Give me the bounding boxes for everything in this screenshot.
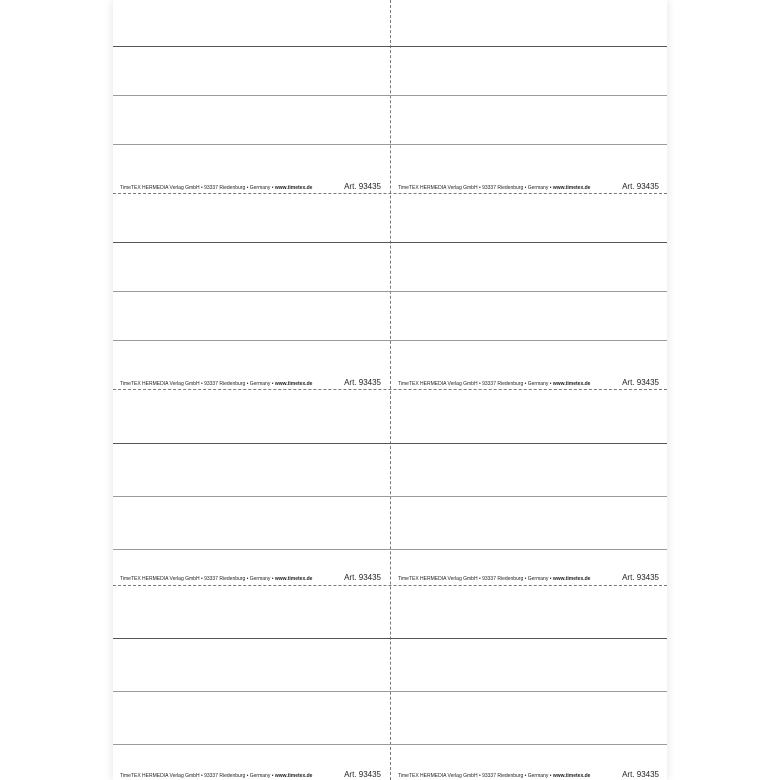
article-number: Art. 93435 <box>344 182 381 191</box>
imprint-website: www.timetex.de <box>552 773 591 779</box>
horizontal-cut-line <box>113 193 667 194</box>
publisher-imprint <box>120 773 312 779</box>
publisher-imprint <box>398 185 590 191</box>
imprint-website: www.timetex.de <box>552 576 591 582</box>
article-number: Art. 93435 <box>622 573 659 582</box>
imprint-text: TimeTEX HERMEDIA Verlag GmbH • 93337 Riedenburg • Germany • <box>398 576 553 582</box>
imprint-text: TimeTEX HERMEDIA Verlag GmbH • 93337 Riedenburg • Germany • <box>120 381 275 387</box>
imprint-text: TimeTEX HERMEDIA Verlag GmbH • 93337 Riedenburg • Germany • <box>398 773 553 779</box>
vertical-cut-line <box>390 0 391 780</box>
writing-line <box>113 242 667 243</box>
writing-line <box>113 46 667 47</box>
imprint-website: www.timetex.de <box>274 773 313 779</box>
label-sheet <box>113 0 667 780</box>
publisher-imprint <box>398 773 590 779</box>
imprint-website: www.timetex.de <box>274 381 313 387</box>
imprint-text: TimeTEX HERMEDIA Verlag GmbH • 93337 Riedenburg • Germany • <box>120 576 275 582</box>
publisher-imprint <box>120 381 312 387</box>
article-number: Art. 93435 <box>622 770 659 779</box>
writing-line <box>113 496 667 497</box>
imprint-website: www.timetex.de <box>552 381 591 387</box>
imprint-text: TimeTEX HERMEDIA Verlag GmbH • 93337 Riedenburg • Germany • <box>398 185 553 191</box>
horizontal-cut-line <box>113 585 667 586</box>
article-number: Art. 93435 <box>344 770 381 779</box>
imprint-website: www.timetex.de <box>552 185 591 191</box>
publisher-imprint <box>120 576 312 582</box>
imprint-website: www.timetex.de <box>274 185 313 191</box>
publisher-imprint <box>398 381 590 387</box>
article-number: Art. 93435 <box>344 573 381 582</box>
article-number: Art. 93435 <box>622 378 659 387</box>
imprint-website: www.timetex.de <box>274 576 313 582</box>
article-number: Art. 93435 <box>344 378 381 387</box>
writing-line <box>113 95 667 96</box>
imprint-text: TimeTEX HERMEDIA Verlag GmbH • 93337 Riedenburg • Germany • <box>120 773 275 779</box>
article-number: Art. 93435 <box>622 182 659 191</box>
writing-line <box>113 340 667 341</box>
writing-line <box>113 638 667 639</box>
publisher-imprint <box>398 576 590 582</box>
writing-line <box>113 443 667 444</box>
writing-line <box>113 549 667 550</box>
writing-line <box>113 291 667 292</box>
writing-line <box>113 744 667 745</box>
writing-line <box>113 691 667 692</box>
imprint-text: TimeTEX HERMEDIA Verlag GmbH • 93337 Riedenburg • Germany • <box>398 381 553 387</box>
imprint-text: TimeTEX HERMEDIA Verlag GmbH • 93337 Riedenburg • Germany • <box>120 185 275 191</box>
horizontal-cut-line <box>113 389 667 390</box>
publisher-imprint <box>120 185 312 191</box>
writing-line <box>113 144 667 145</box>
